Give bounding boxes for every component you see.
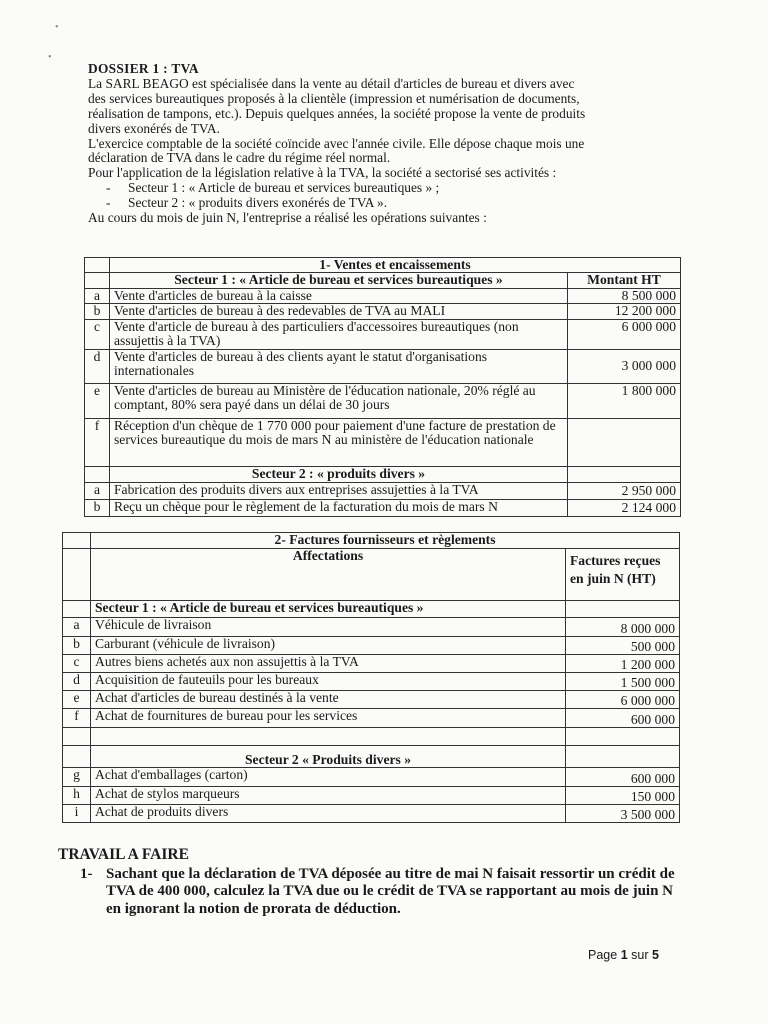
sector-heading-row bbox=[63, 746, 680, 768]
row-amount: 600 000 bbox=[566, 768, 680, 787]
row-amount: 2 950 000 bbox=[568, 482, 681, 499]
table-row bbox=[85, 349, 681, 383]
row-letter: b bbox=[63, 637, 91, 655]
sector2-heading: Secteur 2 « Produits divers » bbox=[91, 746, 566, 768]
row-amount: 1 200 000 bbox=[566, 655, 680, 673]
question-1 bbox=[80, 866, 678, 919]
intro-line: réalisation de tampons, etc.). Depuis quelques années, la société propose la vente de produits bbox=[88, 105, 586, 121]
table-row bbox=[63, 637, 680, 655]
table-row bbox=[63, 691, 680, 709]
table-row bbox=[63, 673, 680, 691]
row-letter: e bbox=[63, 691, 91, 709]
sector-bullet bbox=[106, 181, 663, 196]
sector-bullet bbox=[106, 196, 663, 211]
intro-outro: Au cours du mois de juin N, l'entreprise a réalisé les opérations suivantes : bbox=[88, 210, 487, 226]
table2-heading: 2- Factures fournisseurs et règlements bbox=[91, 533, 680, 549]
amount-header: Factures reçues en juin N (HT) bbox=[566, 549, 680, 601]
table-row bbox=[85, 289, 681, 304]
scan-mark: • bbox=[48, 52, 52, 63]
row-text: Achat d'articles de bureau destinés à la vente bbox=[91, 691, 566, 709]
sector-heading-row bbox=[85, 466, 681, 482]
row-amount: 2 124 000 bbox=[568, 499, 681, 516]
row-letter: f bbox=[63, 709, 91, 728]
table-row bbox=[85, 319, 681, 349]
intro-line: Pour l'application de la législation relative à la TVA, la société a sectorisé ses activités : bbox=[88, 165, 557, 181]
question-text: Sachant que la déclaration de TVA déposée au titre de mai N faisait ressortir un crédit de TVA de 400 000, calculez la TVA due ou le crédit de TVA se rapportant au mois de juin N en ignorant la notion de prorata de déduction. bbox=[106, 865, 675, 917]
row-text: Achat de produits divers bbox=[91, 805, 566, 823]
table-row bbox=[63, 805, 680, 823]
row-text: Fabrication des produits divers aux entreprises assujetties à la TVA bbox=[110, 482, 568, 499]
row-text: Vente d'article de bureau à des particuliers d'accessoires bureautiques (non assujettis à la TVA) bbox=[110, 319, 568, 349]
table-row bbox=[85, 482, 681, 499]
row-amount: 600 000 bbox=[566, 709, 680, 728]
row-amount: 150 000 bbox=[566, 787, 680, 805]
intro-line: divers exonérés de TVA. bbox=[88, 120, 220, 136]
page-word: Page bbox=[588, 948, 618, 962]
row-text: Achat de stylos marqueurs bbox=[91, 787, 566, 805]
row-letter: f bbox=[85, 418, 110, 466]
table1-heading: 1- Ventes et encaissements bbox=[110, 258, 681, 273]
bullet-dash: - bbox=[106, 180, 111, 196]
table-row bbox=[63, 618, 680, 637]
row-amount: 3 500 000 bbox=[566, 805, 680, 823]
sector-heading-row bbox=[63, 601, 680, 618]
row-amount: 12 200 000 bbox=[568, 304, 681, 319]
row-amount: 8 000 000 bbox=[566, 618, 680, 637]
work-section bbox=[58, 846, 678, 918]
row-text: Vente d'articles de bureau à des redevables de TVA au MALI bbox=[110, 304, 568, 319]
row-letter: g bbox=[63, 768, 91, 787]
invoices-table bbox=[62, 532, 680, 823]
intro-line: L'exercice comptable de la société coïncide avec l'année civile. Elle dépose chaque mois une bbox=[88, 135, 585, 151]
row-amount: 1 800 000 bbox=[568, 383, 681, 418]
bullet-text: Secteur 2 : « produits divers exonérés de TVA ». bbox=[128, 195, 388, 211]
sector1-heading: Secteur 1 : « Article de bureau et services bureautiques » bbox=[91, 601, 566, 618]
scan-mark: • bbox=[55, 22, 59, 33]
sector1-heading: Secteur 1 : « Article de bureau et services bureautiques » bbox=[110, 273, 568, 289]
row-letter: d bbox=[63, 673, 91, 691]
row-letter: i bbox=[63, 805, 91, 823]
table-heading-row bbox=[63, 533, 680, 549]
row-letter: c bbox=[85, 319, 110, 349]
question-number: 1- bbox=[80, 865, 93, 882]
row-text: Vente d'articles de bureau à la caisse bbox=[110, 289, 568, 304]
affect-header: Affectations bbox=[91, 549, 566, 601]
table-row bbox=[85, 304, 681, 319]
of-word: sur bbox=[631, 948, 649, 962]
table-row bbox=[63, 768, 680, 787]
row-text: Véhicule de livraison bbox=[91, 618, 566, 637]
row-letter: c bbox=[63, 655, 91, 673]
work-heading: TRAVAIL A FAIRE bbox=[58, 846, 189, 863]
row-amount: 3 000 000 bbox=[568, 349, 681, 383]
empty-row bbox=[63, 728, 680, 746]
header-row bbox=[63, 549, 680, 601]
row-text: Vente d'articles de bureau à des clients ayant le statut d'organisations internationales bbox=[110, 349, 568, 383]
row-amount: 1 500 000 bbox=[566, 673, 680, 691]
row-text: Autres biens achetés aux non assujettis à la TVA bbox=[91, 655, 566, 673]
sales-table bbox=[84, 257, 681, 517]
table-row bbox=[63, 787, 680, 805]
row-letter: e bbox=[85, 383, 110, 418]
row-amount bbox=[568, 418, 681, 466]
bullet-dash: - bbox=[106, 195, 111, 211]
row-letter: a bbox=[63, 618, 91, 637]
intro-line: des services bureautiques proposés à la clientèle (impression et numérisation de documents, bbox=[88, 90, 580, 106]
row-letter: a bbox=[85, 289, 110, 304]
table-row bbox=[85, 499, 681, 516]
page-total: 5 bbox=[651, 948, 659, 962]
row-text: Réception d'un chèque de 1 770 000 pour paiement d'une facture de prestation de services bureautique du mois de mars N au ministère de l'éducation nationale bbox=[110, 418, 568, 466]
row-amount: 6 000 000 bbox=[568, 319, 681, 349]
page-indicator bbox=[588, 948, 659, 962]
table-row bbox=[63, 709, 680, 728]
row-amount: 500 000 bbox=[566, 637, 680, 655]
table-heading-row bbox=[85, 258, 681, 273]
row-text: Acquisition de fauteuils pour les bureaux bbox=[91, 673, 566, 691]
intro-line: La SARL BEAGO est spécialisée dans la vente au détail d'articles de bureau et divers avec bbox=[88, 75, 575, 91]
row-text: Achat d'emballages (carton) bbox=[91, 768, 566, 787]
table-row bbox=[63, 655, 680, 673]
row-letter: b bbox=[85, 304, 110, 319]
intro-line: déclaration de TVA dans le cadre du régime réel normal. bbox=[88, 150, 391, 166]
intro-section bbox=[88, 62, 663, 226]
row-amount: 8 500 000 bbox=[568, 289, 681, 304]
row-text: Achat de fournitures de bureau pour les services bbox=[91, 709, 566, 728]
table-row bbox=[85, 383, 681, 418]
amount-header: Montant HT bbox=[568, 273, 681, 289]
row-amount: 6 000 000 bbox=[566, 691, 680, 709]
sector2-heading: Secteur 2 : « produits divers » bbox=[110, 466, 568, 482]
sector-heading-row bbox=[85, 273, 681, 289]
table-row bbox=[85, 418, 681, 466]
row-text: Vente d'articles de bureau au Ministère de l'éducation nationale, 20% réglé au comptant, 80% sera payé dans un délai de 30 jours bbox=[110, 383, 568, 418]
row-letter: d bbox=[85, 349, 110, 383]
row-text: Reçu un chèque pour le règlement de la facturation du mois de mars N bbox=[110, 499, 568, 516]
dossier-title: DOSSIER 1 : TVA bbox=[88, 61, 199, 76]
bullet-text: Secteur 1 : « Article de bureau et services bureautiques » ; bbox=[128, 180, 440, 196]
page-number: 1 bbox=[620, 948, 628, 962]
row-letter: b bbox=[85, 499, 110, 516]
row-text: Carburant (véhicule de livraison) bbox=[91, 637, 566, 655]
row-letter: h bbox=[63, 787, 91, 805]
row-letter: a bbox=[85, 482, 110, 499]
